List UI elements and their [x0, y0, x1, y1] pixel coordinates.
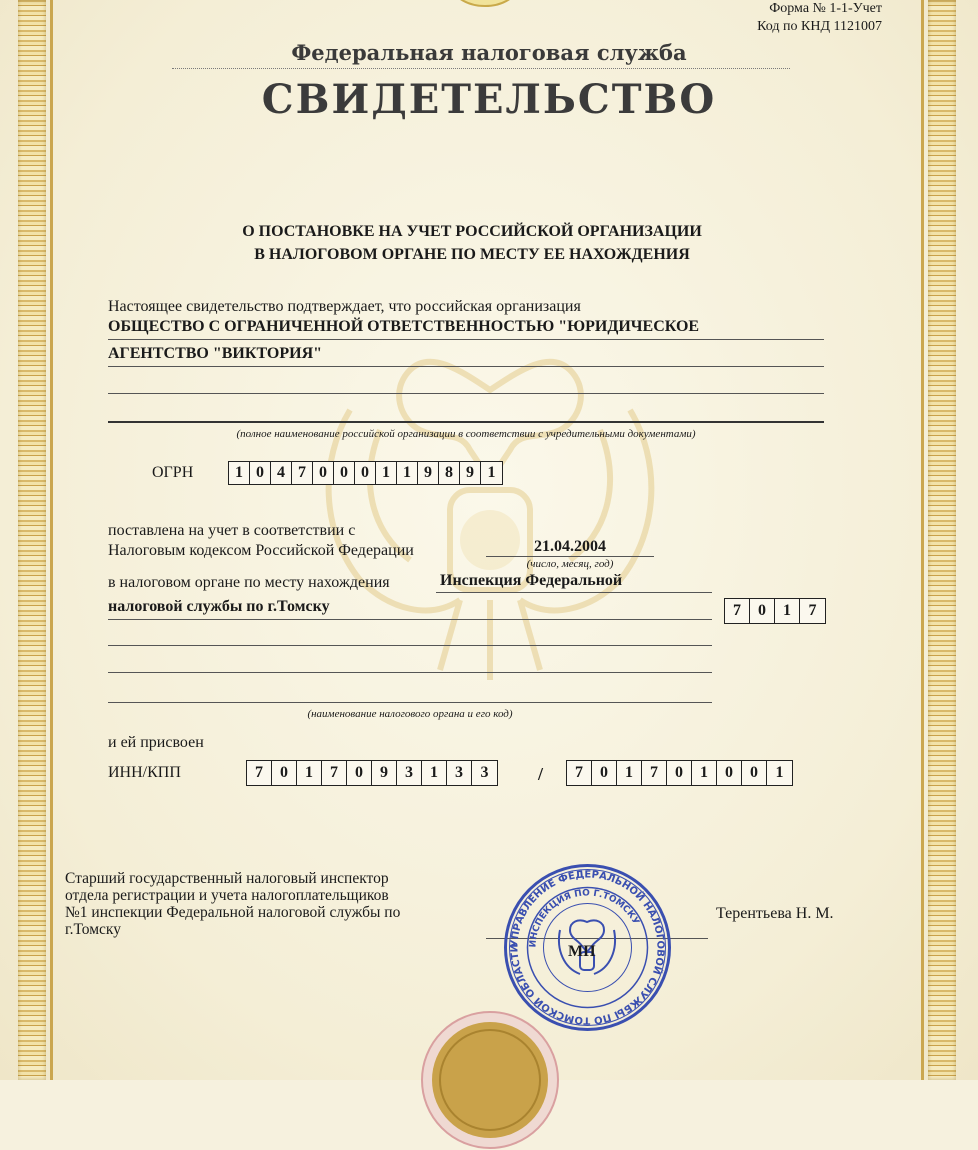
- border-line-right: [921, 0, 924, 1080]
- signer-position-line-1: Старший государственный налоговый инспектор: [65, 870, 389, 887]
- ogrn-digit: 0: [250, 462, 271, 484]
- ogrn-digit: 1: [376, 462, 397, 484]
- inn-digit: 0: [272, 761, 297, 785]
- mp-label: МП: [568, 943, 596, 960]
- authority-code-boxes: [724, 598, 826, 624]
- inn-digit: 3: [397, 761, 422, 785]
- certificate-title: СВИДЕТЕЛЬСТВО: [261, 76, 717, 123]
- kpp-digit: 7: [642, 761, 667, 785]
- assigned-text: и ей присвоен: [108, 734, 204, 751]
- intro-text: Настоящее свидетельство подтверждает, что российская организация: [108, 298, 581, 315]
- authority-rule-1: [436, 592, 712, 593]
- authority-caption: (наименование налогового органа и его код): [307, 708, 513, 720]
- kpp-digit: 1: [775, 764, 784, 781]
- org-name-line-1: ОБЩЕСТВО С ОГРАНИЧЕННОЙ ОТВЕТСТВЕННОСТЬЮ "ЮРИДИЧЕСКОЕ: [108, 318, 700, 335]
- ogrn-digit: 1: [397, 462, 418, 484]
- org-name-caption: (полное наименование российской организации в соответствии с учредительными документами): [236, 428, 696, 440]
- authority-code-digit: 7: [725, 599, 750, 623]
- ornamental-border-right: [928, 0, 956, 1080]
- inn-kpp-label: ИНН/КПП: [108, 764, 181, 781]
- org-name-line-2: АГЕНТСТВО "ВИКТОРИЯ": [108, 345, 323, 362]
- authority-line-2: налоговой службы по г.Томску: [108, 598, 330, 615]
- stamp-outer-text: УПРАВЛЕНИЕ ФЕДЕРАЛЬНОЙ НАЛОГОВОЙ СЛУЖБЫ ПО ТОМСКОЙ ОБЛАСТИ: [509, 869, 666, 1026]
- ogrn-digit: 7: [292, 462, 313, 484]
- ogrn-digit: 8: [439, 462, 460, 484]
- ogrn-digit: 0: [313, 462, 334, 484]
- kpp-digit: 1: [617, 761, 642, 785]
- registration-line-1: поставлена на учет в соответствии с: [108, 522, 356, 539]
- signer-position: [65, 870, 400, 938]
- ornamental-border-left: [18, 0, 46, 1080]
- signer-position-line-3: №1 инспекции Федеральной налоговой службы по: [65, 904, 401, 921]
- ogrn-digit: 0: [355, 462, 376, 484]
- form-number: Форма № 1-1-Учет: [769, 1, 882, 16]
- signer-name: Терентьева Н. М.: [716, 905, 834, 922]
- ogrn-digit: 4: [271, 462, 292, 484]
- inn-digit: 3: [447, 761, 472, 785]
- authority-rule-4: [108, 672, 712, 673]
- registration-line-3: в налоговом органе по месту нахождения: [108, 574, 390, 591]
- ogrn-digit-boxes: [228, 461, 503, 485]
- subtitle-line-2: В НАЛОГОВОМ ОРГАНЕ ПО МЕСТУ ЕЕ НАХОЖДЕНИЯ: [254, 246, 690, 263]
- kpp-digit-boxes: [566, 760, 793, 786]
- kpp-digit: 0: [717, 761, 742, 785]
- kpp-digit: 1: [692, 761, 717, 785]
- ogrn-digit: 1: [487, 464, 496, 481]
- inn-digit-boxes: [246, 760, 498, 786]
- org-name-rule-2: [108, 366, 824, 367]
- date-rule: [486, 556, 654, 557]
- signer-position-line-2: отдела регистрации и учета налогоплательщиков: [65, 887, 389, 904]
- authority-code-digit: 1: [775, 599, 800, 623]
- inn-digit: 3: [480, 764, 489, 781]
- form-info: [757, 0, 882, 36]
- registration-line-2: Налоговым кодексом Российской Федерации: [108, 542, 414, 559]
- kpp-digit: 0: [742, 761, 767, 785]
- authority-line-1: Инспекция Федеральной: [440, 572, 623, 589]
- kpp-digit: 0: [592, 761, 617, 785]
- inn-digit: 7: [247, 761, 272, 785]
- subtitle-line-1: О ПОСТАНОВКЕ НА УЧЕТ РОССИЙСКОЙ ОРГАНИЗАЦИИ: [242, 223, 702, 240]
- inn-digit: 7: [322, 761, 347, 785]
- knd-code: Код по КНД 1121007: [757, 19, 882, 34]
- authority-code-digit: 0: [750, 599, 775, 623]
- inn-digit: 1: [297, 761, 322, 785]
- ogrn-label: ОГРН: [152, 464, 194, 481]
- inn-digit: 0: [347, 761, 372, 785]
- inn-kpp-separator: /: [538, 764, 544, 784]
- certificate-subtitle: [0, 220, 944, 266]
- authority-rule-3: [108, 645, 712, 646]
- authority-rule-5: [108, 702, 712, 703]
- kpp-digit: 0: [667, 761, 692, 785]
- kpp-digit: 7: [567, 761, 592, 785]
- ogrn-digit: 9: [418, 462, 439, 484]
- org-name-rule-1: [108, 339, 824, 340]
- eagle-watermark-icon: [290, 330, 690, 710]
- inn-digit: 1: [422, 761, 447, 785]
- authority-code-digit: 7: [808, 602, 817, 619]
- border-line-left: [50, 0, 53, 1080]
- svg-text:ИНСПЕКЦИЯ ПО Г.ТОМСКУ: [528, 888, 640, 947]
- authority-rule-2: [108, 619, 712, 620]
- stamp-inner-text: ИНСПЕКЦИЯ ПО Г.ТОМСКУ: [528, 888, 641, 948]
- signer-position-line-4: г.Томску: [65, 921, 121, 938]
- org-name-rule-4: [108, 421, 824, 423]
- org-name-rule-3: [108, 393, 824, 394]
- gold-seal-icon: [420, 1010, 560, 1150]
- ogrn-digit: 1: [229, 462, 250, 484]
- ogrn-digit: 0: [334, 462, 355, 484]
- service-divider: [172, 68, 790, 69]
- ogrn-digit: 9: [460, 462, 481, 484]
- inn-digit: 9: [372, 761, 397, 785]
- service-name: Федеральная налоговая служба: [291, 40, 687, 65]
- date-caption: (число, месяц, год): [526, 558, 614, 570]
- registration-date: 21.04.2004: [534, 538, 606, 555]
- top-emblem-icon: [445, 0, 525, 8]
